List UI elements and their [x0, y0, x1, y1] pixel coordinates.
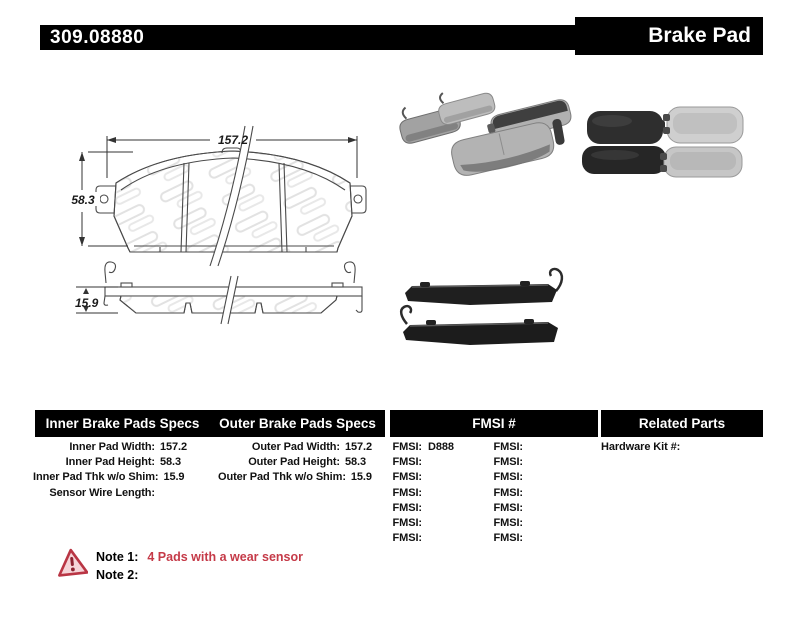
- warning-icon: [56, 547, 88, 578]
- left-clip: [105, 262, 116, 283]
- fmsi-value: [422, 470, 428, 485]
- side-view-drawing: [104, 262, 362, 324]
- fmsi-label: FMSI:: [392, 532, 422, 545]
- fmsi-header-bar: [390, 410, 598, 437]
- spec-value: 157.2: [160, 441, 188, 453]
- notes-section: [96, 549, 303, 584]
- fmsi-label: FMSI:: [392, 471, 422, 484]
- note-value: 4 Pads with a wear sensor: [147, 550, 303, 564]
- fmsi-title: FMSI #: [472, 416, 516, 431]
- spec-value: [155, 486, 205, 501]
- outer-specs-title: Outer Brake Pads Specs: [219, 416, 376, 431]
- left-ear-hole: [100, 195, 108, 203]
- fmsi-value: [422, 455, 428, 470]
- spec-row: [33, 440, 205, 455]
- spec-label: Outer Pad Height:: [248, 456, 340, 469]
- width-dimension-label: 157.2: [217, 133, 249, 147]
- spec-row: [33, 455, 205, 470]
- part-number: 309.08880: [50, 26, 145, 48]
- related-parts-table: [601, 440, 771, 455]
- fmsi-row: [378, 486, 482, 501]
- fmsi-label: FMSI:: [493, 501, 523, 514]
- product-photo-flat: [552, 107, 743, 177]
- front-view-drawing: [96, 126, 366, 266]
- spec-value: 58.3: [160, 456, 182, 469]
- fmsi-row: [378, 470, 482, 485]
- spec-label: Outer Pad Thk w/o Shim:: [218, 471, 346, 484]
- fmsi-label: FMSI:: [493, 532, 523, 545]
- fmsi-label: FMSI:: [493, 441, 523, 453]
- fmsi-value: D888: [428, 441, 454, 453]
- fmsi-value: [523, 470, 529, 485]
- product-photo-angled: [395, 81, 573, 179]
- spec-label: Inner Pad Width:: [69, 441, 155, 453]
- spec-row: [33, 470, 205, 485]
- specs-header-bar: [35, 410, 385, 437]
- fmsi-row: [378, 440, 482, 455]
- fmsi-table-right: [479, 440, 583, 546]
- inner-specs-table: [33, 440, 205, 501]
- spec-label: Inner Pad Height:: [65, 456, 155, 469]
- fmsi-label: FMSI:: [392, 456, 422, 469]
- fmsi-label: FMSI:: [392, 486, 422, 499]
- spec-value: 15.9: [163, 471, 185, 484]
- fmsi-row: [378, 516, 482, 531]
- fmsi-value: [523, 531, 529, 546]
- fmsi-value: [523, 455, 529, 470]
- spec-row: [218, 455, 390, 470]
- fmsi-row: [378, 501, 482, 516]
- spec-value: 58.3: [345, 456, 367, 469]
- fmsi-label: FMSI:: [392, 441, 422, 453]
- fmsi-label: FMSI:: [493, 471, 523, 484]
- related-parts-title: Related Parts: [638, 416, 726, 431]
- related-value: [680, 440, 685, 455]
- spec-value: 15.9: [350, 471, 372, 484]
- product-title: Brake Pad: [648, 24, 751, 47]
- fmsi-label: FMSI:: [493, 456, 523, 469]
- fmsi-row: [479, 455, 583, 470]
- fmsi-row: [479, 531, 583, 546]
- note-label: Note 1:: [96, 550, 139, 564]
- spec-value: 157.2: [345, 441, 373, 453]
- fmsi-row: [479, 501, 583, 516]
- note-label: Note 2:: [96, 567, 139, 582]
- fmsi-row: [378, 531, 482, 546]
- related-row: [601, 440, 771, 455]
- note-value: [138, 567, 147, 585]
- fmsi-table-left: [378, 440, 482, 546]
- fmsi-label: FMSI:: [392, 516, 422, 529]
- fmsi-value: [523, 501, 529, 516]
- fmsi-value: [523, 516, 529, 531]
- spec-label: Outer Pad Width:: [251, 441, 340, 453]
- right-ear: [350, 186, 366, 213]
- fmsi-label: FMSI:: [493, 486, 523, 499]
- thickness-dimension-label: 15.9: [75, 296, 99, 310]
- note-row: [96, 567, 303, 585]
- fmsi-value: [523, 440, 529, 455]
- outer-specs-table: [218, 440, 390, 486]
- fmsi-value: [422, 501, 428, 516]
- height-dimension-label: 58.3: [71, 193, 95, 207]
- fmsi-row: [378, 455, 482, 470]
- fmsi-label: FMSI:: [392, 501, 422, 514]
- spec-row: [33, 486, 205, 501]
- right-clip: [345, 262, 356, 283]
- spec-row: [218, 440, 390, 455]
- fmsi-value: [523, 486, 529, 501]
- spec-label: Inner Pad Thk w/o Shim:: [33, 471, 159, 484]
- fmsi-value: [422, 531, 428, 546]
- related-parts-header-bar: [601, 410, 763, 437]
- fmsi-label: FMSI:: [493, 516, 523, 529]
- spec-label: Sensor Wire Length:: [49, 486, 155, 499]
- product-photo-edge: [401, 269, 562, 345]
- right-ear-hole: [354, 195, 362, 203]
- spec-row: [218, 470, 390, 485]
- fmsi-row: [479, 470, 583, 485]
- note-row: [96, 549, 303, 567]
- fmsi-row: [479, 440, 583, 455]
- fmsi-row: [479, 486, 583, 501]
- related-label: Hardware Kit #:: [601, 441, 681, 453]
- fmsi-row: [479, 516, 583, 531]
- fmsi-value: [422, 516, 428, 531]
- fmsi-value: [422, 486, 428, 501]
- inner-specs-title: Inner Brake Pads Specs: [45, 416, 200, 431]
